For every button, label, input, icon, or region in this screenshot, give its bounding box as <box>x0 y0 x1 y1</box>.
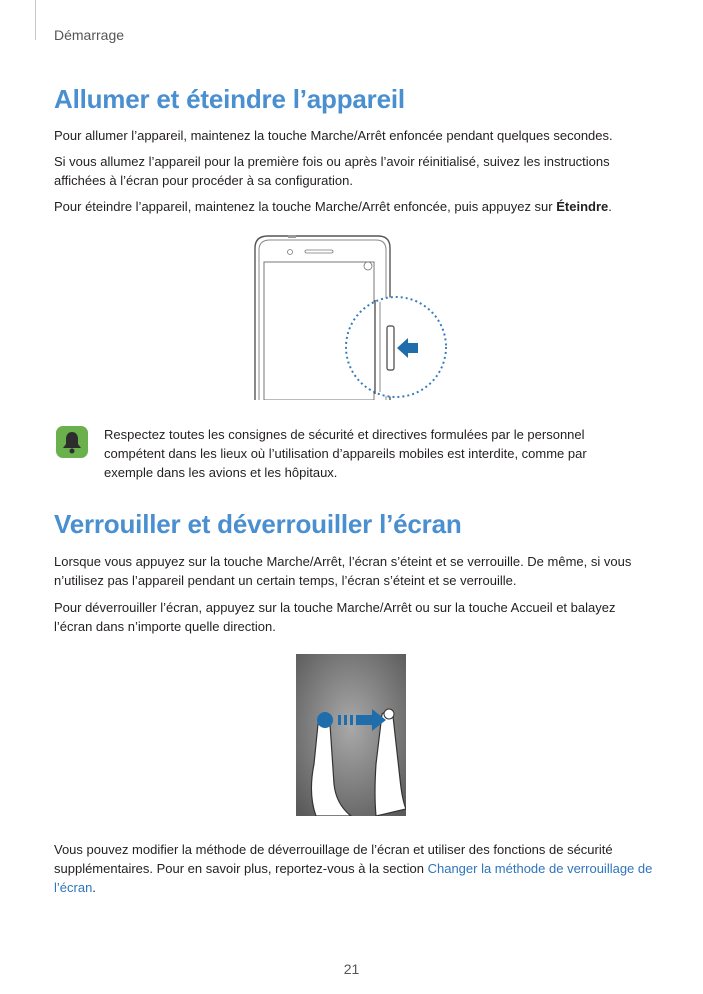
paragraph-auto-lock: Lorsque vous appuyez sur la touche Marche/Arrêt, l’écran s’éteint et se verrouille. De même, si vous n’utilisez pas l’appareil pendant un certain temps, l’écran s’éteint et se verrouille. <box>54 554 632 588</box>
camera-icon <box>288 250 293 255</box>
section-title-lock: Verrouiller et déverrouiller l’écran <box>54 509 462 539</box>
text: . <box>608 199 612 214</box>
paragraph-unlock: Pour déverrouiller l’écran, appuyez sur la touche Marche/Arrêt ou sur la touche Accueil et balayez l’écran dans n’importe quelle direction. <box>54 600 616 634</box>
note-text: Respectez toutes les consignes de sécurité et directives formulées par le personnel compétent dans les lieux où l’utilisation d’appareils mobiles est interdite, comme par exemple dans les avions et les hôpitaux. <box>104 427 587 480</box>
emphasis-eteindre: Éteindre <box>556 199 609 214</box>
paragraph-security <box>54 840 654 897</box>
swipe-unlock-illustration <box>296 654 406 816</box>
page-edge-line <box>35 0 36 40</box>
link-change-lock-method[interactable]: Changer la méthode de verrouillage de l’écran <box>54 861 653 895</box>
paragraph-power-on: Pour allumer l’appareil, maintenez la touche Marche/Arrêt enfoncée pendant quelques secondes. <box>54 128 613 143</box>
paragraph-first-setup: Si vous allumez l’appareil pour la première fois ou après l’avoir réinitialisé, suivez les instructions affichées à l’écran pour procéder à sa configuration. <box>54 154 610 188</box>
zoom-circle <box>346 297 446 397</box>
bell-icon <box>56 426 88 458</box>
power-key <box>387 326 394 370</box>
text: Pour éteindre l’appareil, maintenez la touche Marche/Arrêt enfoncée, puis appuyez sur <box>54 199 557 214</box>
phone-power-key-illustration <box>250 230 450 400</box>
text: . <box>92 880 96 895</box>
touch-point <box>317 712 333 728</box>
paragraph-power-off <box>54 197 654 216</box>
page-number: 21 <box>343 961 360 977</box>
section-title-power: Allumer et éteindre l’appareil <box>54 84 405 114</box>
text: Vous pouvez modifier la méthode de déverrouillage de l’écran et utiliser des fonctions de sécurité supplémentaires. Pour en savoir plus, reportez-vous à la section <box>54 842 613 876</box>
section-label: Démarrage <box>54 27 125 43</box>
